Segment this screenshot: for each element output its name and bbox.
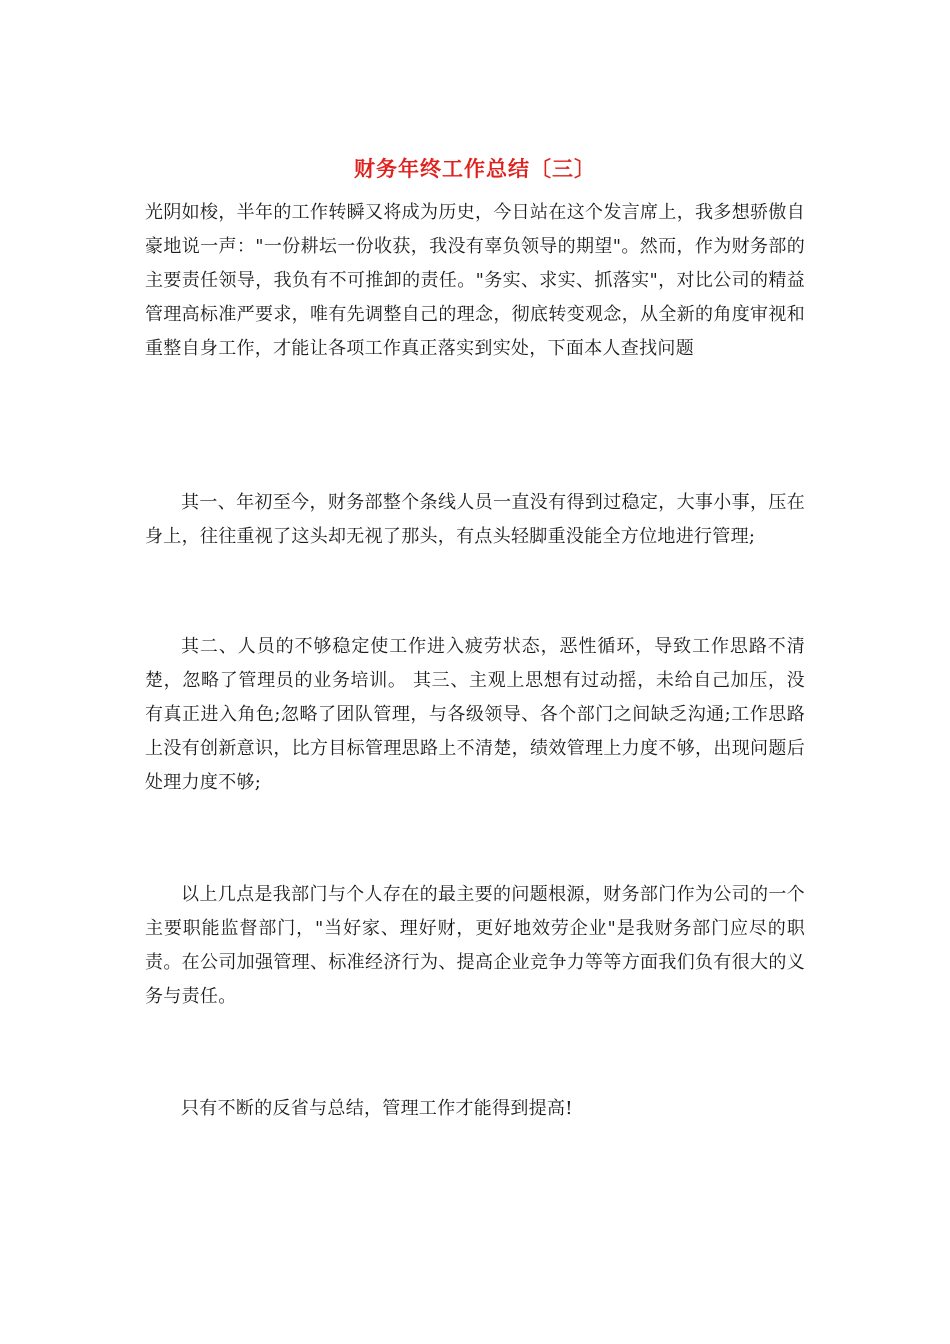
document-title: 财务年终工作总结〔三〕 <box>354 157 596 181</box>
paragraph-closing: 只有不断的反省与总结，管理工作才能得到提高! <box>181 1098 573 1119</box>
paragraph-issue-one: 其一、年初至今，财务部整个条线人员一直没有得到过稳定，大事小事，压在身上，往往重视了这头却无视了那头，有点头轻脚重没能全方位地进行管理; <box>145 492 805 547</box>
paragraph-issue-two-three: 其二、人员的不够稳定使工作进入疲劳状态，恶性循环，导致工作思路不清楚，忽略了管理员的业务培训。 其三、主观上思想有过动摇，未给自己加压，没有真正进入角色;忽略了团队管理，与各级领导、各个部门之间缺乏沟通;工作思路上没有创新意识，比方目标管理思路上不清楚，绩效管理上力度不够，出现问题后处理力度不够; <box>145 636 805 793</box>
paragraph-intro: 光阴如梭，半年的工作转瞬又将成为历史，今日站在这个发言席上，我多想骄傲自豪地说一声："一份耕坛一份收获，我没有辜负领导的期望"。然而，作为财务部的主要责任领导，我负有不可推卸的责任。"务实、求实、抓落实"，对比公司的精益管理高标准严要求，唯有先调整自己的理念，彻底转变观念，从全新的角度审视和重整自身工作，才能让各项工作真正落实到实处，下面本人查找问题 <box>145 202 805 359</box>
paragraph-summary: 以上几点是我部门与个人存在的最主要的问题根源，财务部门作为公司的一个主要职能监督部门，"当好家、理好财，更好地效劳企业"是我财务部门应尽的职责。在公司加强管理、标准经济行为、提高企业竞争力等等方面我们负有很大的义务与责任。 <box>145 884 805 1007</box>
